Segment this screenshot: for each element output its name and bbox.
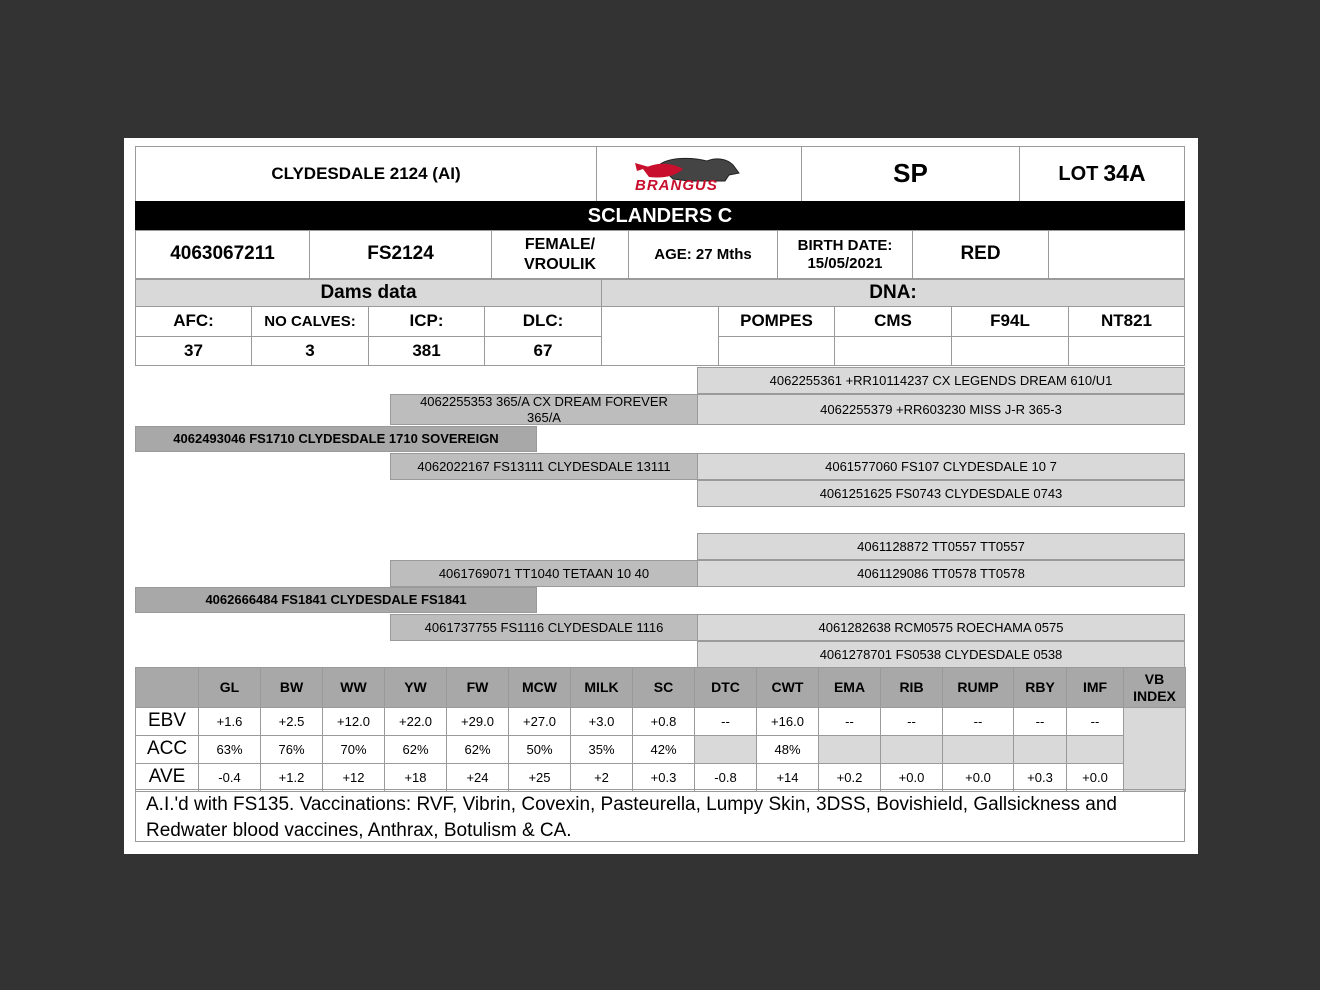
- lot-value: 34A: [1103, 160, 1146, 187]
- ebv-row-label: AVE: [135, 763, 199, 792]
- ebv-header-imf: IMF: [1066, 667, 1124, 708]
- ebv-header-sc: SC: [632, 667, 695, 708]
- ebv-cell-cwt: +14: [756, 763, 819, 792]
- ebv-cell-dtc: -0.8: [694, 763, 757, 792]
- brangus-logo: [596, 146, 802, 202]
- dams-value-afc: 37: [135, 336, 252, 366]
- dams-data-title: Dams data: [135, 279, 602, 307]
- ebv-cell-fw: +24: [446, 763, 509, 792]
- ebv-header-rby: RBY: [1013, 667, 1067, 708]
- ebv-row-label: ACC: [135, 735, 199, 764]
- ebv-cell-dtc: [694, 735, 757, 764]
- dna-value-pompes: [718, 336, 835, 366]
- ebv-cell-sc: +0.3: [632, 763, 695, 792]
- ebv-cell-mcw: 50%: [508, 735, 571, 764]
- logo-wordmark: BRANGUS: [635, 177, 718, 194]
- dna-header-nt821: NT821: [1068, 306, 1185, 337]
- ebv-cell-gl: -0.4: [198, 763, 261, 792]
- ebv-header-rib: RIB: [880, 667, 943, 708]
- ebv-cell-gl: 63%: [198, 735, 261, 764]
- dna-blank: [601, 306, 719, 366]
- pedigree-dam-dam-sire: 4061282638 RCM0575 ROECHAMA 0575: [697, 614, 1185, 641]
- dams-header-icp: ICP:: [368, 306, 485, 337]
- ebv-header-ww: WW: [322, 667, 385, 708]
- ebv-cell-ww: +12: [322, 763, 385, 792]
- dna-header-f94l: F94L: [951, 306, 1069, 337]
- ebv-cell-imf: --: [1066, 707, 1124, 736]
- index-line-2: INDEX: [1133, 687, 1176, 704]
- ebv-cell-ema: [818, 735, 881, 764]
- birth-date-label: BIRTH DATE:: [797, 236, 893, 254]
- pedigree-sire: 4062493046 FS1710 CLYDESDALE 1710 SOVEREIGN: [135, 426, 537, 452]
- ebv-cell-rump: +0.0: [942, 763, 1014, 792]
- ebv-header-mcw: MCW: [508, 667, 571, 708]
- pedigree-dam-sire-dam: 4061129086 TT0578 TT0578: [697, 560, 1185, 587]
- pedigree-sire-sire-sire: 4062255361 +RR10114237 CX LEGENDS DREAM 610/U1: [697, 367, 1185, 394]
- ebv-corner: [135, 667, 199, 708]
- dams-value-dlc: 67: [484, 336, 602, 366]
- animal-name: CLYDESDALE 2124 (AI): [135, 146, 597, 202]
- pedigree-dam-dam-dam: 4061278701 FS0538 CLYDESDALE 0538: [697, 641, 1185, 668]
- ebv-header-dtc: DTC: [694, 667, 757, 708]
- ebv-header-milk: MILK: [570, 667, 633, 708]
- breeder-banner: SCLANDERS C: [135, 201, 1185, 231]
- ebv-header-index: [1123, 667, 1186, 708]
- dna-value-f94l: [951, 336, 1069, 366]
- ebv-cell-rby: [1013, 735, 1067, 764]
- ebv-cell-rib: --: [880, 707, 943, 736]
- ebv-cell-rby: --: [1013, 707, 1067, 736]
- ebv-cell-imf: +0.0: [1066, 763, 1124, 792]
- ebv-cell-milk: +2: [570, 763, 633, 792]
- lot-number: [1019, 146, 1185, 202]
- ebv-header-ema: EMA: [818, 667, 881, 708]
- dams-header-dlc: DLC:: [484, 306, 602, 337]
- ebv-header-bw: BW: [260, 667, 323, 708]
- dams-header-afc: AFC:: [135, 306, 252, 337]
- colour: RED: [912, 230, 1049, 279]
- ebv-cell-fw: +29.0: [446, 707, 509, 736]
- ebv-cell-sc: 42%: [632, 735, 695, 764]
- ebv-header-yw: YW: [384, 667, 447, 708]
- pedigree-dam-sire: 4061769071 TT1040 TETAAN 10 40: [390, 560, 698, 587]
- lot-label: LOT: [1058, 163, 1099, 185]
- pedigree-sire-dam-sire: 4061577060 FS107 CLYDESDALE 10 7: [697, 453, 1185, 480]
- dams-value-calves: 3: [251, 336, 369, 366]
- category-code: SP: [801, 146, 1020, 202]
- ebv-cell-bw: +2.5: [260, 707, 323, 736]
- ebv-cell-imf: [1066, 735, 1124, 764]
- ebv-cell-yw: +18: [384, 763, 447, 792]
- ebv-cell-rib: [880, 735, 943, 764]
- ebv-cell-bw: +1.2: [260, 763, 323, 792]
- ebv-cell-dtc: --: [694, 707, 757, 736]
- pedigree-sire-dam-dam: 4061251625 FS0743 CLYDESDALE 0743: [697, 480, 1185, 507]
- ebv-cell-milk: +3.0: [570, 707, 633, 736]
- ebv-cell-ww: +12.0: [322, 707, 385, 736]
- ebv-cell-fw: 62%: [446, 735, 509, 764]
- pedigree-dam-sire-sire: 4061128872 TT0557 TT0557: [697, 533, 1185, 560]
- ebv-header-cwt: CWT: [756, 667, 819, 708]
- ebv-cell-rib: +0.0: [880, 763, 943, 792]
- dna-title: DNA:: [601, 279, 1185, 307]
- ebv-index-value: [1123, 707, 1186, 792]
- ebv-header-rump: RUMP: [942, 667, 1014, 708]
- dams-value-icp: 381: [368, 336, 485, 366]
- ebv-cell-rby: +0.3: [1013, 763, 1067, 792]
- ebv-cell-sc: +0.8: [632, 707, 695, 736]
- ebv-header-fw: FW: [446, 667, 509, 708]
- extra-field: [1048, 230, 1185, 279]
- ebv-cell-ww: 70%: [322, 735, 385, 764]
- sex: [491, 230, 629, 279]
- dna-header-cms: CMS: [834, 306, 952, 337]
- ebv-cell-rump: --: [942, 707, 1014, 736]
- lot-card: [124, 138, 1198, 854]
- ebv-cell-mcw: +25: [508, 763, 571, 792]
- pedigree-sire-dam: 4062022167 FS13111 CLYDESDALE 13111: [390, 453, 698, 480]
- ebv-cell-cwt: +16.0: [756, 707, 819, 736]
- ebv-cell-yw: 62%: [384, 735, 447, 764]
- age: AGE: 27 Mths: [628, 230, 778, 279]
- registration-number: 4063067211: [135, 230, 310, 279]
- pedigree-dam: 4062666484 FS1841 CLYDESDALE FS1841: [135, 587, 537, 613]
- birth-date: [777, 230, 913, 279]
- pedigree-sire-sire: 4062255353 365/A CX DREAM FOREVER 365/A: [390, 394, 698, 425]
- ebv-cell-yw: +22.0: [384, 707, 447, 736]
- dna-value-cms: [834, 336, 952, 366]
- ebv-cell-ema: +0.2: [818, 763, 881, 792]
- pedigree-sire-sire-dam: 4062255379 +RR603230 MISS J-R 365-3: [697, 394, 1185, 425]
- ebv-cell-rump: [942, 735, 1014, 764]
- sex-line-1: FEMALE/: [524, 236, 596, 254]
- ebv-cell-cwt: 48%: [756, 735, 819, 764]
- notes: A.I.'d with FS135. Vaccinations: RVF, Vibrin, Covexin, Pasteurella, Lumpy Skin, 3DSS, Bovishield, Gallsickness and Redwater blood vaccines, Anthrax, Botulism & CA.: [135, 789, 1185, 842]
- index-line-1: VB: [1144, 671, 1165, 688]
- ebv-cell-milk: 35%: [570, 735, 633, 764]
- sex-line-2: VROULIK: [524, 255, 596, 273]
- ebv-row-label: EBV: [135, 707, 199, 736]
- pedigree-dam-dam: 4061737755 FS1116 CLYDESDALE 1116: [390, 614, 698, 641]
- dams-header-calves: NO CALVES:: [251, 306, 369, 337]
- dna-value-nt821: [1068, 336, 1185, 366]
- ebv-cell-gl: +1.6: [198, 707, 261, 736]
- ebv-cell-ema: --: [818, 707, 881, 736]
- dna-header-pompes: POMPES: [718, 306, 835, 337]
- ebv-cell-bw: 76%: [260, 735, 323, 764]
- ident-number: FS2124: [309, 230, 492, 279]
- ebv-header-gl: GL: [198, 667, 261, 708]
- ebv-table: [135, 667, 1185, 790]
- birth-date-value: 15/05/2021: [807, 254, 883, 272]
- ebv-cell-mcw: +27.0: [508, 707, 571, 736]
